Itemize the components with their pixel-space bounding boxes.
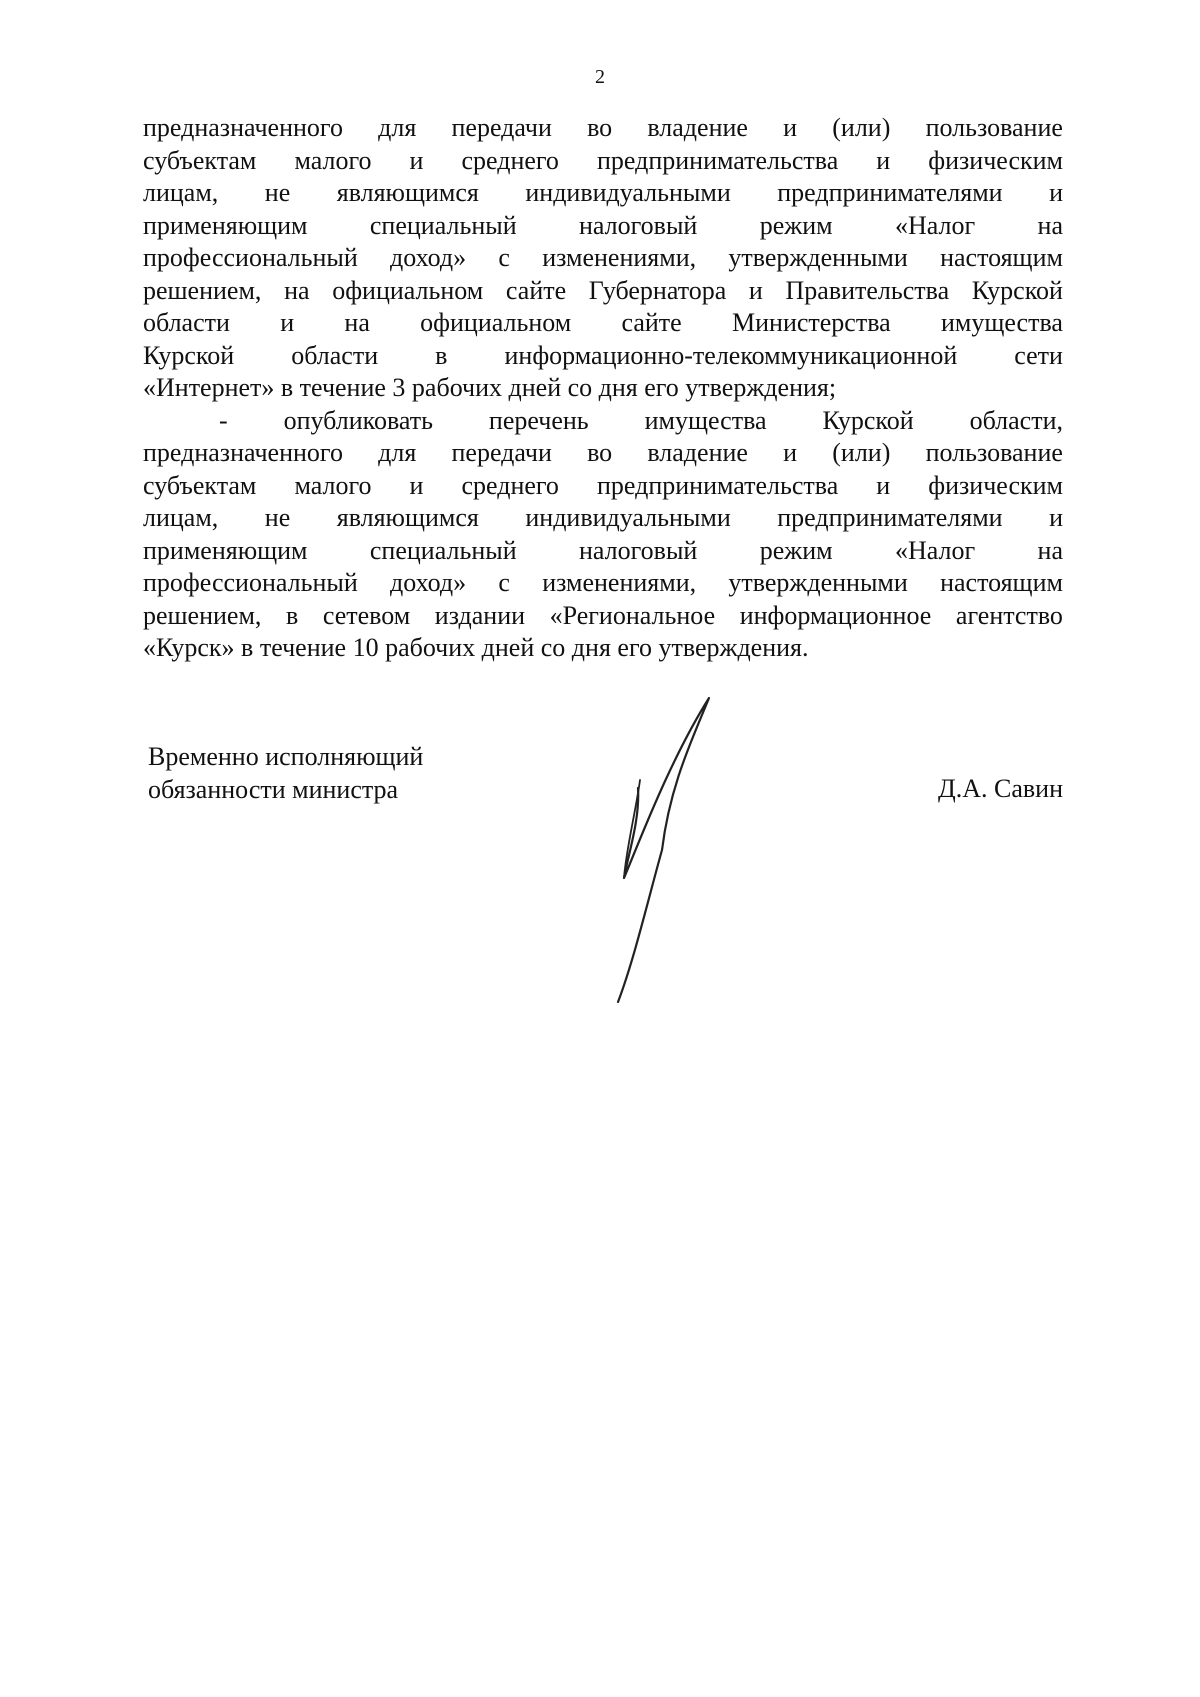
word: на: [1037, 210, 1063, 240]
word: среднего: [461, 470, 559, 500]
word: изменениями,: [542, 568, 697, 597]
word: настоящим: [940, 243, 1063, 272]
word: предпринимателями: [777, 178, 1003, 207]
word: предпринимателями: [777, 503, 1003, 532]
page-number: 2: [595, 66, 605, 88]
text-line: [143, 470, 1063, 503]
word: лицам,: [143, 178, 219, 207]
position-line: Временно исполняющий: [148, 742, 424, 771]
word: официальном: [332, 275, 484, 305]
text-line: [143, 307, 1063, 340]
word: опубликовать: [283, 405, 433, 435]
word: и: [409, 145, 424, 175]
word: лицам,: [143, 503, 219, 532]
text-line: [143, 600, 1063, 633]
word: «Налог: [894, 535, 976, 565]
word: для: [378, 438, 417, 467]
word: имущества: [940, 308, 1063, 337]
word: на: [284, 275, 310, 305]
word: налоговый: [579, 535, 698, 565]
text-line: [143, 177, 1063, 210]
word: Курской: [971, 275, 1063, 305]
text-line: [143, 112, 1063, 145]
word: предпринимательства: [596, 470, 839, 500]
word: физическим: [928, 470, 1063, 500]
word: информационно-телекоммуникационной: [504, 340, 958, 370]
word: режим: [759, 210, 833, 240]
text-line-last: «Интернет» в течение 3 рабочих дней со дня его утверждения;: [143, 373, 837, 402]
word: (или): [832, 438, 891, 467]
word: области,: [969, 405, 1063, 435]
word: и: [1049, 178, 1063, 207]
word: агентство: [955, 600, 1063, 630]
word: передачи: [451, 438, 552, 467]
text-line: [143, 437, 1063, 470]
word: сети: [1014, 340, 1063, 370]
text-line-last: «Курск» в течение 10 рабочих дней со дня его утверждения.: [143, 633, 809, 662]
word: (или): [832, 113, 891, 142]
word: не: [264, 178, 291, 207]
word: в: [286, 600, 299, 630]
word: решением,: [143, 275, 262, 305]
word: субъектам: [143, 145, 257, 175]
word: области: [291, 340, 379, 370]
position-line: обязанности министра: [148, 775, 399, 804]
word: доход»: [390, 568, 467, 597]
word: субъектам: [143, 470, 257, 500]
word: Правительства: [785, 275, 950, 305]
word: физическим: [928, 145, 1063, 175]
word: и: [409, 470, 424, 500]
word: во: [587, 438, 613, 467]
text-line: [143, 275, 1063, 308]
text-line: [143, 535, 1063, 568]
word: на: [1037, 535, 1063, 565]
word: на: [344, 308, 370, 337]
word: являющимся: [336, 178, 479, 207]
word: профессиональный: [143, 568, 358, 597]
word: режим: [759, 535, 833, 565]
word: среднего: [461, 145, 559, 175]
word: владение: [647, 438, 748, 467]
word: перечень: [488, 405, 589, 435]
word: Курской: [822, 405, 914, 435]
word: индивидуальными: [525, 178, 731, 207]
text-line: [143, 242, 1063, 275]
word: для: [378, 113, 417, 142]
word: и: [280, 308, 295, 337]
word: пользование: [925, 113, 1063, 142]
word: с: [498, 568, 510, 597]
text-line: [143, 340, 1063, 373]
word: сетевом: [322, 600, 411, 630]
word: налоговый: [579, 210, 698, 240]
word: Губернатора: [588, 275, 727, 305]
word: имущества: [644, 405, 767, 435]
handwritten-signature: [600, 690, 720, 1010]
text-line: [143, 405, 1063, 438]
word: области: [143, 308, 230, 337]
word: применяющим: [143, 210, 308, 240]
word: и: [876, 470, 891, 500]
word: -: [219, 405, 228, 435]
word: специальный: [369, 210, 517, 240]
word: владение: [647, 113, 748, 142]
document-body: [143, 112, 1063, 665]
word: и: [876, 145, 891, 175]
word: издании: [434, 600, 526, 630]
word: Курской: [143, 340, 235, 370]
word: и: [1049, 503, 1063, 532]
text-line: [143, 567, 1063, 600]
word: предназначенного: [143, 438, 343, 467]
word: во: [587, 113, 613, 142]
word: являющимся: [336, 503, 479, 532]
text-line: [143, 502, 1063, 535]
word: официальном: [420, 308, 572, 337]
word: «Налог: [894, 210, 976, 240]
word: решением,: [143, 600, 262, 630]
text-line: [143, 145, 1063, 178]
word: профессиональный: [143, 243, 358, 272]
word: «Региональное: [549, 600, 716, 630]
word: малого: [294, 470, 372, 500]
word: сайте: [505, 275, 567, 305]
word: и: [748, 275, 763, 305]
word: в: [435, 340, 448, 370]
word: предназначенного: [143, 113, 343, 142]
word: предпринимательства: [596, 145, 839, 175]
word: утвержденными: [728, 568, 908, 597]
word: применяющим: [143, 535, 308, 565]
word: и: [783, 113, 798, 142]
word: не: [264, 503, 291, 532]
word: информационное: [739, 600, 932, 630]
word: изменениями,: [542, 243, 697, 272]
word: и: [783, 438, 798, 467]
word: доход»: [390, 243, 467, 272]
word: с: [498, 243, 510, 272]
word: малого: [294, 145, 372, 175]
text-line: [143, 210, 1063, 243]
word: индивидуальными: [525, 503, 731, 532]
signatory-position: [148, 740, 423, 806]
signatory-name: Д.А. Савин: [938, 774, 1063, 803]
word: Министерства: [732, 308, 891, 337]
word: настоящим: [940, 568, 1063, 597]
word: специальный: [369, 535, 517, 565]
word: передачи: [451, 113, 552, 142]
word: сайте: [621, 308, 682, 337]
word: пользование: [925, 438, 1063, 467]
word: утвержденными: [728, 243, 908, 272]
